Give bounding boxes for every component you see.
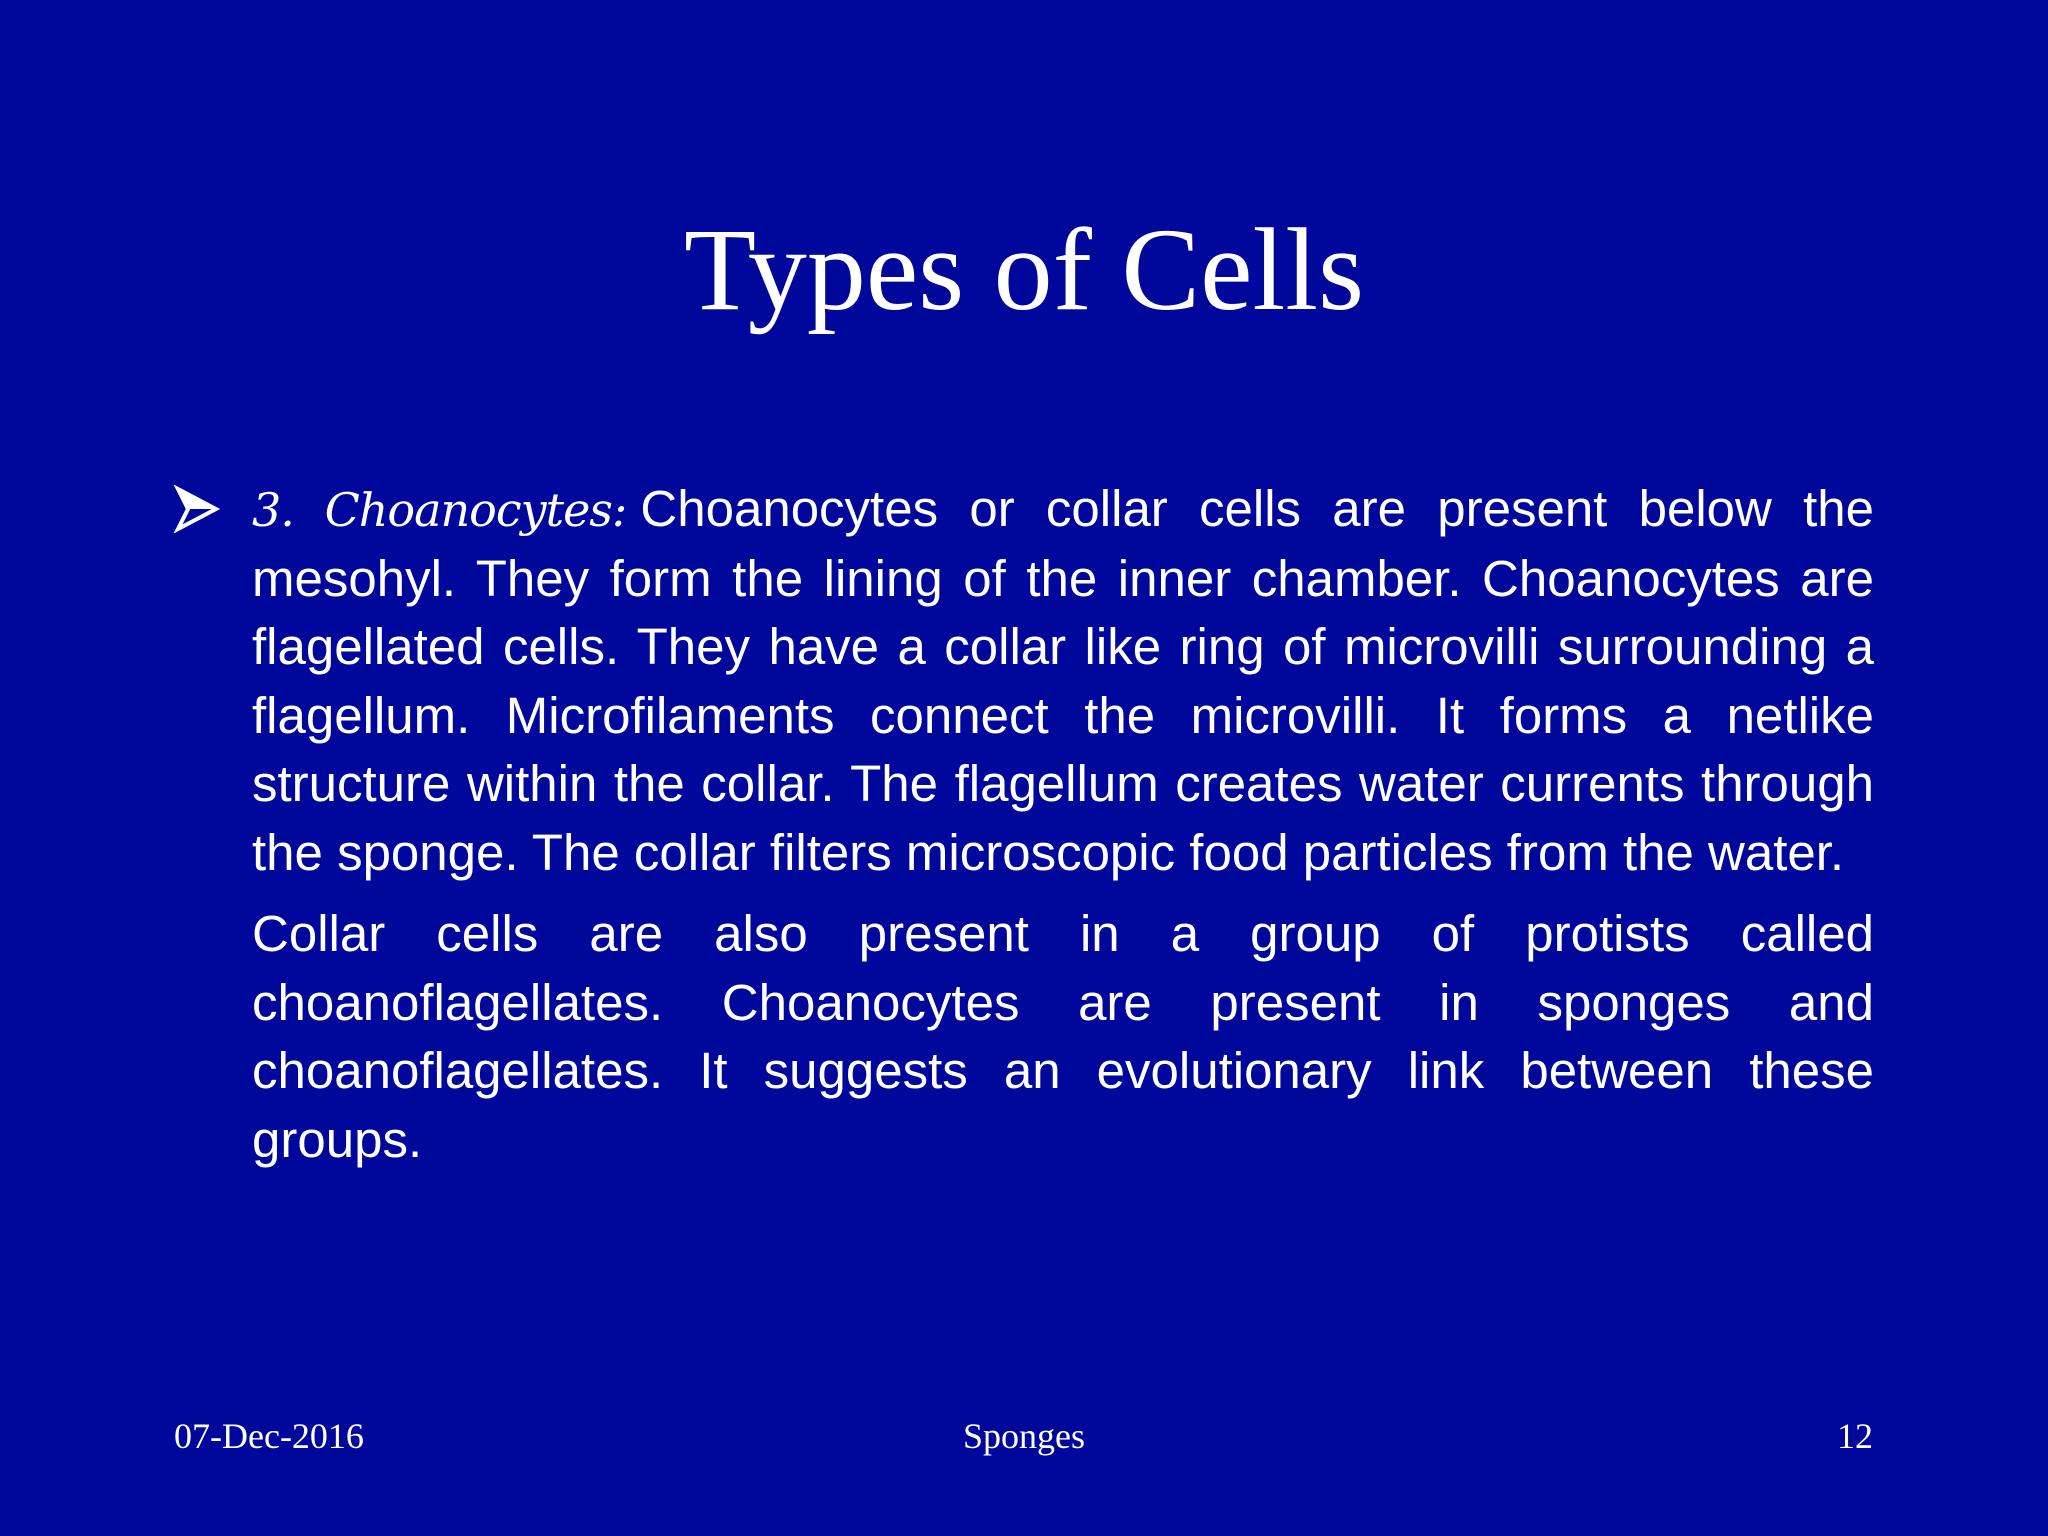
footer-page-number: 12 <box>1837 1416 1873 1456</box>
bullet-lead-term: 3. Choanocytes: <box>252 483 627 537</box>
paragraph-choanocytes <box>252 475 1874 887</box>
footer-topic: Sponges <box>962 1416 1085 1456</box>
slide-body <box>172 475 1874 1174</box>
slide-title: Types of Cells <box>684 204 1364 335</box>
arrow-bullet-icon <box>172 485 220 533</box>
bullet-item <box>172 475 1874 1174</box>
paragraph-collar-cells: Collar cells are also present in a group of protists called choanoflagellates. Choanocytes are present in sponges and choanoflagellates. It suggests an evolutionary link between these groups. <box>252 905 1874 1168</box>
paragraph-choanocytes-text: Choanocytes or collar cells are present below the mesohyl. They form the lining of the inner chamber. Choanocytes are flagellated cells. They have a collar like ring of microvilli surrounding a flagellum. Microfilaments connect the microvilli. It forms a netlike structure within the collar. The flagellum creates water currents through the sponge. The collar filters microscopic food particles from the water. <box>252 480 1874 881</box>
footer-date: 07-Dec-2016 <box>174 1416 364 1456</box>
